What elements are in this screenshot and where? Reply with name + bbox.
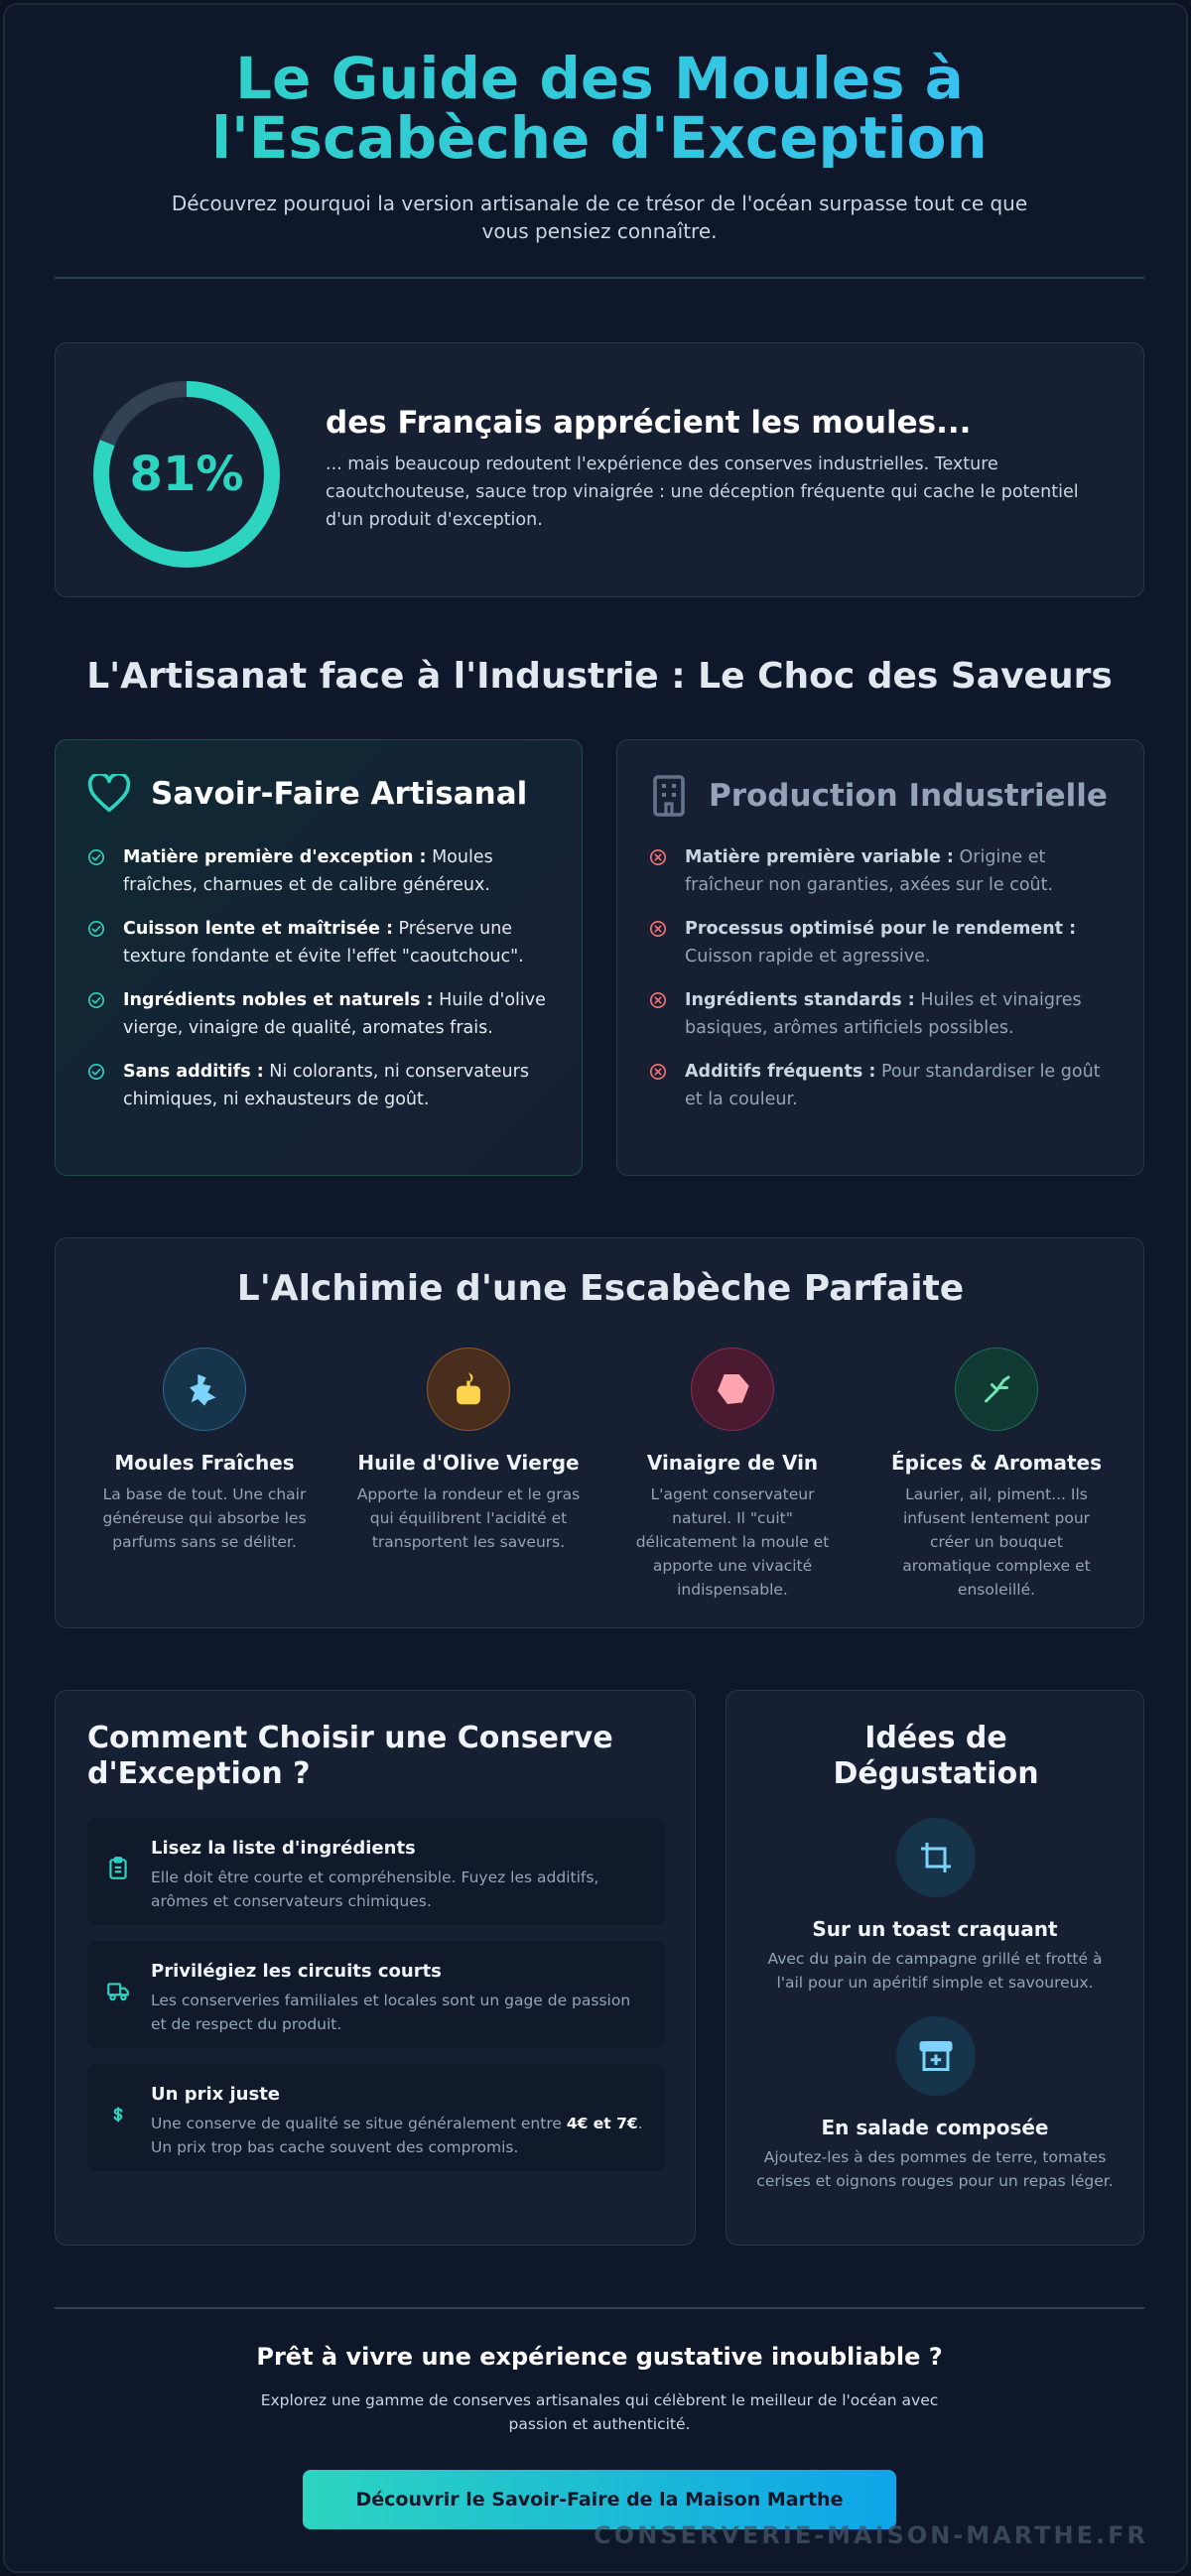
tip-text-before: Une conserve de qualité se situe généralement entre [151, 2115, 567, 2132]
stat-title: des Français apprécient les moules... [326, 405, 972, 441]
compare-item-label: Sans additifs : [123, 1062, 264, 1082]
clipboard-icon [105, 1856, 131, 1881]
page-frame [3, 3, 1188, 2573]
crop-icon [896, 1818, 976, 1897]
divider [55, 277, 1144, 279]
tip-text: Les conserveries familiales et locales sont un gage de passion et de respect du produit. [151, 1992, 631, 2033]
compare-item-label: Matière première variable : [685, 847, 954, 867]
dollar-icon [105, 2102, 131, 2127]
stat-percent: 81% [129, 447, 244, 502]
ingredient-desc: Laurier, ail, piment... Ils infusent lentement pour créer un bouquet aromatique complexe et ensoleillé. [902, 1485, 1091, 1599]
choose-title-line-1: Comment Choisir une Conserve [87, 1721, 613, 1755]
tip-short-circuits [87, 1941, 665, 2048]
oil-drop-icon [427, 1348, 510, 1431]
compare-item-text: Moules fraîches, charnues et de calibre généreux. [123, 847, 493, 895]
page-title [55, 45, 1144, 172]
gem-icon [691, 1348, 774, 1431]
ingredient-vinegar [611, 1348, 854, 1602]
check-circle-icon [87, 848, 105, 866]
tip-text [151, 2112, 647, 2159]
compare-item-text: Préserve une texture fondante et évite l'effet "caoutchouc". [123, 919, 524, 966]
compare-item [649, 843, 1116, 899]
x-circle-icon [649, 920, 667, 938]
check-circle-icon [87, 991, 105, 1009]
stat-card [55, 342, 1144, 597]
compare-item-label: Ingrédients standards : [685, 990, 915, 1010]
artisan-title: Savoir-Faire Artisanal [151, 776, 528, 812]
industrial-card [616, 739, 1144, 1176]
tip-price-range: 4€ et 7€ [566, 2115, 638, 2132]
ingredient-desc: La base de tout. Une chair généreuse qui absorbe les parfums sans se déliter. [102, 1485, 307, 1551]
ideas-title-line-1: Idées de [864, 1721, 1007, 1755]
idea-title: En salade composée [821, 2116, 1049, 2139]
ideas-card [726, 1690, 1144, 2246]
artisan-list [87, 843, 554, 1129]
artisan-card [55, 739, 583, 1176]
building-icon [649, 774, 689, 818]
compare-item [649, 915, 1116, 970]
compare-item-label: Ingrédients nobles et naturels : [123, 990, 434, 1010]
title-line-1: Le Guide des Moules à [235, 45, 964, 112]
tip-text: Elle doit être courte et compréhensible. Fuyez les additifs, arômes et conservateurs chimiques. [151, 1868, 599, 1910]
tip-title: Un prix juste [151, 2084, 281, 2105]
ingredient-desc: L'agent conservateur naturel. Il "cuit" délicatement la moule et apporte une vivacité indispensable. [635, 1485, 830, 1599]
compare-item-text: Pour standardiser le goût et la couleur. [685, 1062, 1101, 1109]
divider [55, 2307, 1144, 2309]
x-circle-icon [649, 991, 667, 1009]
truck-icon [105, 1979, 131, 2004]
choose-title-line-2: d'Exception ? [87, 1756, 311, 1791]
check-circle-icon [87, 1063, 105, 1081]
compare-section-title: L'Artisanat face à l'Industrie : Le Choc des Saveurs [86, 656, 1113, 697]
compare-item [649, 1058, 1116, 1113]
compare-item-label: Additifs fréquents : [685, 1062, 876, 1082]
tip-text-after: . Un prix trop bas cache souvent des compromis. [151, 2115, 643, 2156]
ingredient-name: Moules Fraîches [114, 1451, 295, 1475]
industrial-title: Production Industrielle [709, 778, 1108, 814]
cta-title: Prêt à vivre une expérience gustative inoubliable ? [256, 2343, 943, 2371]
tip-fair-price [87, 2064, 665, 2171]
herbs-icon [955, 1348, 1038, 1431]
heart-icon [87, 774, 131, 814]
tip-title: Lisez la liste d'ingrédients [151, 1838, 416, 1859]
idea-text: Ajoutez-les à des pommes de terre, tomates cerises et oignons rouges pour un repas léger. [756, 2148, 1114, 2190]
compare-item-label: Cuisson lente et maîtrisée : [123, 919, 393, 939]
compare-item-text: Huiles et vinaigres basiques, arômes artificiels possibles. [685, 990, 1082, 1038]
ideas-title [727, 1721, 1145, 1792]
choose-title [87, 1721, 613, 1792]
ideas-title-line-2: Dégustation [833, 1756, 1039, 1791]
idea-title: Sur un toast craquant [812, 1917, 1058, 1941]
industrial-list [649, 843, 1116, 1129]
x-circle-icon [649, 848, 667, 866]
x-circle-icon [649, 1063, 667, 1081]
shell-icon [163, 1348, 246, 1431]
compare-item-text: Ni colorants, ni conservateurs chimiques, ni exhausteurs de goût. [123, 1062, 529, 1109]
ingredient-spices [875, 1348, 1118, 1602]
compare-item [87, 1058, 554, 1113]
watermark: CONSERVERIE-MAISON-MARTHE.FR [594, 2521, 1148, 2549]
compare-item-label: Matière première d'exception : [123, 847, 427, 867]
tip-ingredients [87, 1818, 665, 1925]
choose-card [55, 1690, 696, 2246]
compare-item-text: Origine et fraîcheur non garanties, axées sur le coût. [685, 847, 1054, 895]
compare-item-text: Huile d'olive vierge, vinaigre de qualité, aromates frais. [123, 990, 546, 1038]
ingredient-desc: Apporte la rondeur et le gras qui équilibrent l'acidité et transportent les saveurs. [356, 1485, 581, 1551]
alchemy-title: L'Alchimie d'une Escabèche Parfaite [236, 1268, 965, 1309]
idea-text: Avec du pain de campagne grillé et frotté à l'ail pour un apéritif simple et savoureux. [767, 1950, 1103, 1992]
compare-item [87, 843, 554, 899]
compare-item-label: Processus optimisé pour le rendement : [685, 919, 1077, 939]
title-line-2: l'Escabèche d'Exception [211, 104, 988, 172]
box-icon [896, 2016, 976, 2096]
compare-item-text: Cuisson rapide et agressive. [685, 947, 931, 966]
cta-button[interactable]: Découvrir le Savoir-Faire de la Maison Marthe [303, 2470, 896, 2529]
ingredient-name: Huile d'Olive Vierge [357, 1451, 580, 1475]
compare-item [649, 986, 1116, 1042]
stat-text: ... mais beaucoup redoutent l'expérience des conserves industrielles. Texture caoutchouteuse, sauce trop vinaigrée : une déception fréquente qui cache le potentiel d'un produit d'exception. [326, 454, 1079, 530]
compare-item [87, 986, 554, 1042]
check-circle-icon [87, 920, 105, 938]
ingredient-name: Épices & Aromates [891, 1451, 1102, 1475]
page-subtitle: Découvrez pourquoi la version artisanale de ce trésor de l'océan surpasse tout ce que vous pensiez connaître. [171, 192, 1028, 243]
cta-text: Explorez une gamme de conserves artisanales qui célèbrent le meilleur de l'océan avec passion et authenticité. [260, 2391, 939, 2433]
ingredient-olive-oil [347, 1348, 590, 1554]
compare-item [87, 915, 554, 970]
ingredient-mussels [83, 1348, 326, 1554]
ingredient-name: Vinaigre de Vin [646, 1451, 819, 1475]
alchemy-card [55, 1237, 1144, 1628]
tip-title: Privilégiez les circuits courts [151, 1961, 442, 1982]
